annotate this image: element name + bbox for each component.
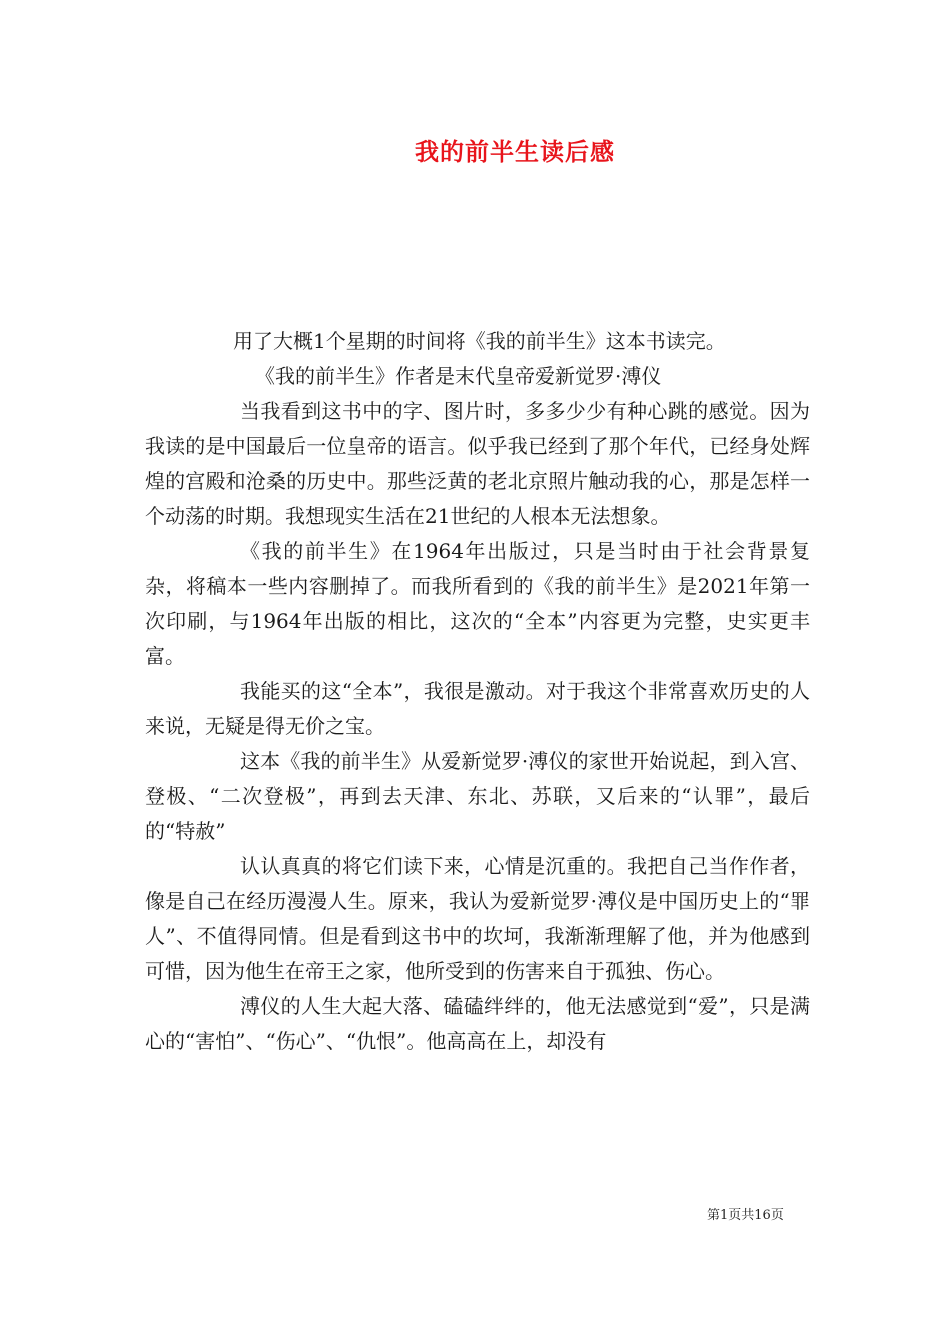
- paragraph-feeling: 当我看到这书中的字、图片时，多多少少有种心跳的感觉。因为我读的是中国最后一位皇帝的语言。似乎我已经到了那个年代，已经身处辉煌的宫殿和沧桑的历史中。那些泛黄的老北京照片触动我的心，那是怎样一个动荡的时期。我想现实生活在21世纪的人根本无法想象。: [145, 399, 810, 528]
- paragraph-edition: 《我的前半生》在1964年出版过，只是当时由于社会背景复杂，将稿本一些内容删掉了。而我所看到的《我的前半生》是2021年第一次印刷，与1964年出版的相比，这次的“全本”内容更为完整，史实更丰富。: [145, 539, 810, 668]
- paragraph-intro: 用了大概1个星期的时间将《我的前半生》这本书读完。: [233, 329, 726, 353]
- paragraph-excitement: 我能买的这“全本”，我很是激动。对于我这个非常喜欢历史的人来说，无疑是得无价之宝。: [145, 679, 810, 738]
- paragraph-content: 这本《我的前半生》从爱新觉罗·溥仪的家世开始说起，到入宫、登极、“二次登极”，再到去天津、东北、苏联，又后来的“认罪”，最后的“特赦”: [145, 749, 810, 843]
- document-title: 我的前半生读后感: [415, 138, 615, 166]
- document-body: [145, 324, 810, 1059]
- paragraph-life: 溥仪的人生大起大落、磕磕绊绊的，他无法感觉到“爱”，只是满心的“害怕”、“伤心”、“仇恨”。他高高在上，却没有: [145, 994, 810, 1053]
- page-number: 第1页共16页: [707, 1208, 784, 1223]
- paragraph-author: 《我的前半生》作者是末代皇帝爱新觉罗·溥仪: [255, 364, 662, 388]
- paragraph-reflection: 认认真真的将它们读下来，心情是沉重的。我把自己当作作者，像是自己在经历漫漫人生。原来，我认为爱新觉罗·溥仪是中国历史上的“罪人”、不值得同情。但是看到这书中的坎坷，我渐渐理解了他，并为他感到可惜，因为他生在帝王之家，他所受到的伤害来自于孤独、伤心。: [145, 854, 810, 983]
